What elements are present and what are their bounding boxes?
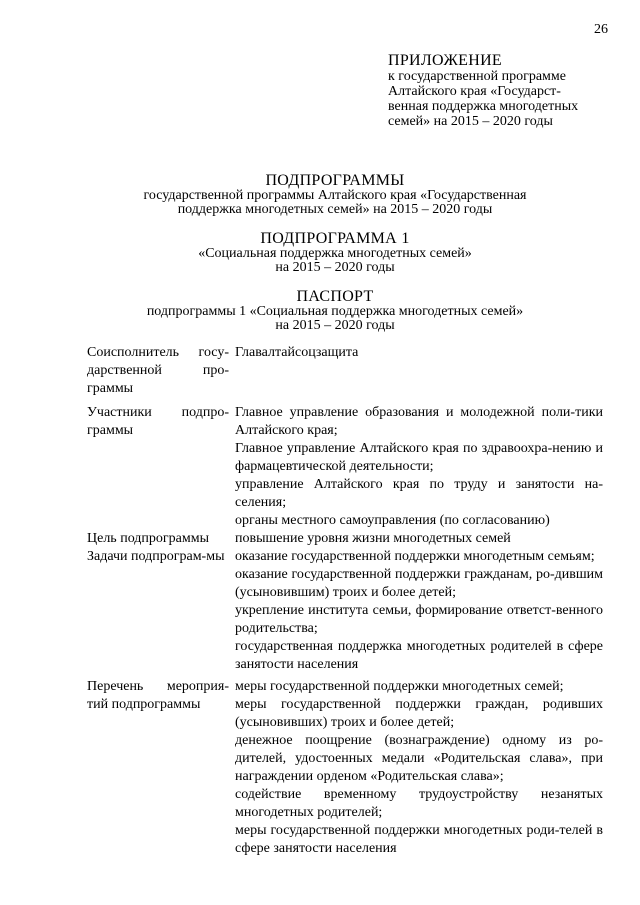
appendix-line: к государственной программе <box>388 69 566 84</box>
passport-row-activities <box>87 678 615 858</box>
passport-row-tasks <box>87 548 615 674</box>
appendix-title: ПРИЛОЖЕНИЕ <box>388 52 503 69</box>
passport-row-label: Соисполнитель госу-дарственной про-граммы <box>87 345 229 396</box>
passport-row-label: Участники подпро-граммы <box>87 405 229 438</box>
passport-row-goal <box>87 530 615 548</box>
passport-title: ПАСПОРТ <box>296 288 374 305</box>
passport-value-item: меры государственной поддержки многодетных семей; <box>235 679 564 694</box>
passport-value-item: денежное поощрение (вознаграждение) одному из ро-дителей, удостоенных медали «Родительская слава», при награждении орденом «Родительская слава»; <box>235 733 603 784</box>
subprogram1-header <box>80 230 590 275</box>
passport-value-item: Главное управление Алтайского края по здравоохра-нению и фармацевтической деятельности; <box>235 441 603 474</box>
passport-header <box>80 288 590 333</box>
page-number: 26 <box>594 22 608 37</box>
passport-value-item: укрепление института семьи, формирование ответст-венного родительства; <box>235 603 603 636</box>
passport-value-item: управление Алтайского края по труду и занятости на-селения; <box>235 477 603 510</box>
passport-row-label: Задачи подпрограм-мы <box>87 549 225 564</box>
subprograms-title: ПОДПРОГРАММЫ <box>265 172 405 189</box>
appendix-line: Алтайского края «Государст- <box>388 84 561 99</box>
appendix-note <box>388 52 618 129</box>
subprograms-subtitle-line: государственной программы Алтайского края «Государственная <box>143 188 527 203</box>
passport-row-coexecutor <box>87 344 615 398</box>
passport-subtitle-line: на 2015 – 2020 годы <box>275 318 395 333</box>
passport-value-item: оказание государственной поддержки гражданам, ро-дившим (усыновившим) троих и более детей; <box>235 567 603 600</box>
passport-value-item: оказание государственной поддержки многодетным семьям; <box>235 549 595 564</box>
passport-value-item: Главное управление образования и молодежной поли-тики Алтайского края; <box>235 405 603 438</box>
passport-row-value <box>235 344 603 398</box>
subprograms-header <box>80 172 590 217</box>
passport-value-item: содействие временному трудоустройству незанятых многодетных родителей; <box>235 787 603 820</box>
passport-row-participants <box>87 404 615 530</box>
passport-row-label: Перечень мероприя-тий подпрограммы <box>87 679 229 712</box>
passport-row-value <box>235 678 603 858</box>
subprograms-subtitle-line: поддержка многодетных семей» на 2015 – 2020 годы <box>177 202 493 217</box>
passport-subtitle-line: подпрограммы 1 «Социальная поддержка многодетных семей» <box>146 304 524 319</box>
passport-value-item: меры государственной поддержки многодетных роди-телей в сфере занятости населения <box>235 823 603 856</box>
passport-value-item: государственная поддержка многодетных родителей в сфере занятости населения <box>235 639 603 672</box>
passport-table <box>87 344 615 858</box>
passport-row-value <box>235 404 603 530</box>
appendix-line: венная поддержка многодетных <box>388 99 579 114</box>
subprogram1-subtitle-line: на 2015 – 2020 годы <box>275 260 395 275</box>
appendix-line: семей» на 2015 – 2020 годы <box>388 114 553 129</box>
passport-value-item: Главалтайсоцзащита <box>235 345 359 360</box>
passport-row-value <box>235 548 603 674</box>
passport-row-label: Цель подпрограммы <box>87 531 209 546</box>
passport-value-item: меры государственной поддержки граждан, родивших (усыновивших) троих и более детей; <box>235 697 603 730</box>
passport-value-item: повышение уровня жизни многодетных семей <box>235 531 511 546</box>
subprogram1-title: ПОДПРОГРАММА 1 <box>260 230 410 247</box>
passport-value-item: органы местного самоуправления (по согласованию) <box>235 513 550 528</box>
passport-row-value <box>235 530 603 548</box>
subprogram1-subtitle-line: «Социальная поддержка многодетных семей» <box>198 246 472 261</box>
